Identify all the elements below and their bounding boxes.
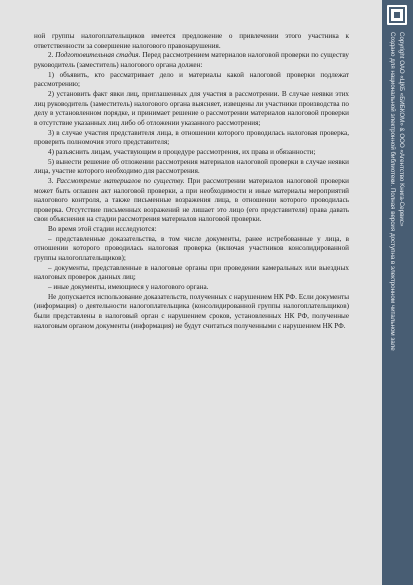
- paragraph: [34, 71, 349, 90]
- paragraph: [34, 158, 349, 177]
- paragraph-text: 1) объявить, кто рассматривает дело и материалы какой налоговой проверки подлежат рассмотрению;: [34, 70, 349, 89]
- paragraph-text: 3) в случае участия представителя лица, в отношении которого проводилась налоговая проверка, проверить полномочия этого представителя;: [34, 128, 349, 147]
- page-body: [34, 32, 349, 331]
- paragraph: [34, 90, 349, 129]
- paragraph-text: – иные документы, имеющиеся у налогового органа.: [48, 283, 209, 292]
- paragraph: [34, 32, 349, 51]
- paragraph: [34, 283, 349, 293]
- section-title: Подготовительная стадия.: [55, 51, 141, 60]
- paragraph-text: ной группы налогоплательщиков имеется предложение о привлечении этого участника к ответственности за совершение налогового правонарушения.: [34, 32, 349, 50]
- section-number: 3.: [48, 176, 54, 185]
- paragraph: [34, 293, 349, 332]
- section-number: 2.: [48, 51, 54, 60]
- paragraph: [34, 177, 349, 225]
- paragraph-text: Перед рассмотрением материалов налоговой проверки по существу руководитель (заместитель) налогового органа должен:: [34, 51, 349, 69]
- library-logo-icon: [387, 5, 407, 25]
- watermark-line-1: Copyright ОАО «ЦКБ «БИБКОМ» & ООО «Aгентство Kнига-Cервис»: [398, 32, 405, 227]
- paragraph-text: Не допускается использование доказательств, полученных с нарушением НК РФ. Если документы (информация) о деятельности налогоплательщика (консолидированной группы налогоплательщиков) были представлены в налоговый орган с нарушением сроков, установленных НК РФ, полученные налоговым органом документы (информация) не будут считаться полученными с нарушением НК РФ.: [34, 292, 349, 330]
- paragraph: [34, 235, 349, 264]
- watermark-text: [388, 32, 406, 351]
- paragraph-text: Во время этой стадии исследуются:: [48, 225, 157, 234]
- paragraph-text: 2) установить факт явки лиц, приглашенных для участия в рассмотрении. В случае неявки этих лиц руководитель (заместитель) налогового органа выясняет, извещены ли участники производства по делу в установленном порядке, и принимает решение о рассмотрении материалов налоговой проверки в отсутствие указанных лиц либо об отложении указанного рассмотрения;: [34, 89, 349, 127]
- paragraph: [34, 129, 349, 148]
- paragraph-text: При рассмотрении материалов налоговой проверки может быть оглашен акт налоговой проверки, а при необходимости и иные материалы мероприятий налогового контроля, а также письменные возражения лица, в отношении которого проводилась проверка. Отсутствие письменных возражений не лишает это лицо (его представителя) права давать свои объяснения на стадии рассмотрения материалов налоговой проверки.: [34, 176, 349, 224]
- paragraph: [34, 225, 349, 235]
- paragraph: [34, 264, 349, 283]
- paragraph-text: – представленные доказательства, в том числе документы, ранее истребованные у лица, в отношении которого проводилась налоговая проверка (включая участников консолидированной группы налогоплательщиков);: [34, 234, 349, 263]
- paragraph-text: – документы, представленные в налоговые органы при проведении камеральных или выездных налоговых проверок данных лиц;: [34, 263, 349, 282]
- section-title: Рассмотрение материалов по существу.: [56, 176, 185, 185]
- paragraph-text: 5) вынести решение об отложении рассмотрения материалов налоговой проверки в случае неявки лица, участие которого необходимо для рассмотрения.: [34, 157, 349, 176]
- watermark-line-2: Создано для национальной электронной библиотеки. Полная версия доступна в электронном читальном зале: [389, 32, 396, 351]
- watermark-sidebar: [382, 0, 413, 585]
- paragraph-text: 4) разъяснить лицам, участвующим в процедуре рассмотрения, их права и обязанности;: [48, 147, 316, 156]
- paragraph: [34, 148, 349, 158]
- paragraph: [34, 51, 349, 70]
